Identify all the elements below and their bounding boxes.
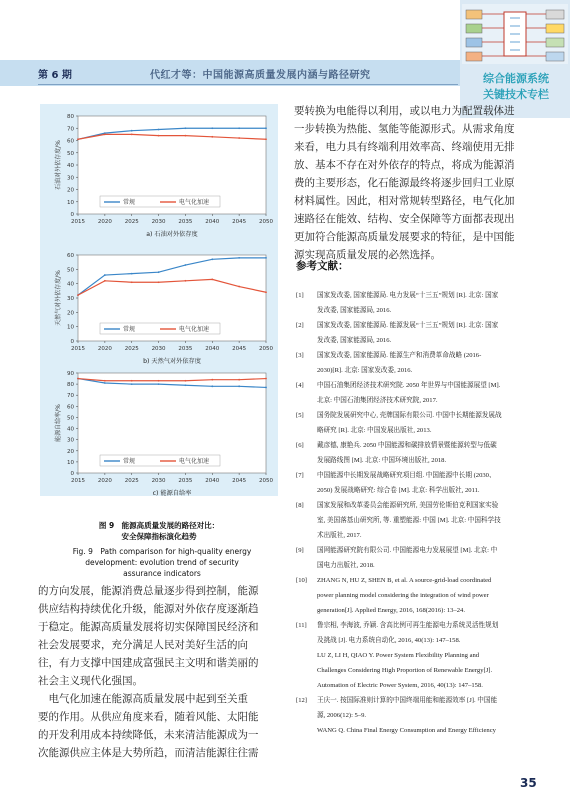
data-point — [158, 129, 160, 131]
text-line: 源实现高质量发展的必然选择。 — [294, 249, 441, 261]
figure-caption-en-line1: Fig. 9 Path comparison for high-quality energy — [72, 547, 252, 556]
y-tick-label: 80 — [67, 382, 74, 389]
figure-caption-zh-line1: 图 9 能源高质量发展的路径对比： — [98, 521, 220, 530]
x-tick-label: 2035 — [178, 478, 193, 484]
reference-line: 北京: 中国石油集团经济技术研究院, 2017. — [317, 397, 438, 404]
text-line: 来看，电力具有终端利用效率高、终端使用无排 — [294, 141, 515, 153]
reference-text — [317, 468, 539, 498]
reference-line: 国务院发展研究中心, 壳牌国际有限公司. 中国中长期能源发展战 — [317, 412, 502, 419]
data-point — [104, 380, 106, 382]
y-tick-label: 10 — [67, 324, 74, 331]
data-point — [131, 281, 133, 283]
x-tick-label: 2050 — [259, 219, 273, 225]
data-point — [238, 257, 240, 259]
data-point — [77, 378, 79, 380]
text-line: 的开发利用成本持续降低，未来清洁能源成为一 — [38, 729, 259, 741]
figure-caption-en-line3: assurance indicators — [123, 569, 201, 578]
reference-line: 国家发改委, 国家能源局. 能源生产和消费革命战略 (2016- — [317, 352, 482, 359]
x-tick-label: 2020 — [97, 219, 112, 225]
data-point — [185, 384, 187, 386]
data-point — [158, 271, 160, 273]
reference-line: power planning model considering the integration of wind power — [317, 592, 489, 599]
data-point — [131, 273, 133, 275]
data-point — [265, 138, 267, 140]
figure-caption-en — [52, 546, 272, 579]
badge-title-line2: 关键技术专栏 — [483, 88, 549, 101]
data-point — [265, 387, 267, 389]
text-line: 电气化加速在能源高质量发展中起到至关重 — [38, 693, 248, 705]
reference-line: 国家发改委, 国家能源局. 能源发展“十三五”规划 [R]. 北京: 国家 — [317, 322, 499, 329]
x-tick-label: 2025 — [124, 478, 139, 484]
text-line: 社会发展要求，充分满足人民对美好生活的向 — [38, 639, 248, 651]
x-tick-label: 2040 — [205, 478, 220, 484]
reference-line: 发改委, 国家能源局, 2016. — [317, 307, 392, 314]
reference-line: 源, 2006(12): 5–9. — [317, 712, 367, 719]
text-line: 往，有力支撑中国建成富强民主文明和谐美丽的 — [38, 657, 259, 669]
text-line: 社会主义现代化强国。 — [38, 675, 143, 687]
text-line: 更加符合能源高质量发展要求的特征，是中国能 — [294, 231, 515, 243]
text-line: 一步转换为热能、氢能等能源形式。从需求角度 — [294, 123, 515, 135]
reference-line: 中国石油集团经济技术研究院. 2050 年世界与中国能源展望 [M]. — [317, 382, 501, 389]
data-point — [77, 138, 79, 140]
reference-text — [317, 318, 539, 348]
reference-line: 发展路线图 [M]. 北京: 中国环境出版社, 2018. — [317, 457, 447, 464]
chart-caption: a) 石油对外依存度 — [146, 231, 198, 238]
reference-text — [317, 288, 539, 318]
reference-line: Challenges Considering High Proportion of Renewable Energy[J]. — [317, 667, 493, 674]
x-tick-label: 2050 — [259, 478, 273, 484]
reference-line: 国电力出版社, 2018. — [317, 562, 375, 569]
y-tick-label: 20 — [67, 187, 74, 194]
reference-number: [9] — [296, 547, 304, 554]
data-point — [104, 133, 106, 135]
y-tick-label: 70 — [67, 126, 74, 133]
y-axis-label: 能源自给率/% — [55, 404, 62, 442]
data-point — [131, 130, 133, 132]
reference-number: [3] — [296, 352, 304, 359]
reference-number: [5] — [296, 412, 304, 419]
data-point — [265, 127, 267, 129]
reference-text — [317, 573, 539, 618]
y-tick-label: 40 — [67, 426, 74, 433]
y-tick-label: 0 — [70, 212, 74, 218]
data-point — [238, 137, 240, 139]
chart-caption: b) 天然气对外依存度 — [143, 358, 201, 365]
y-tick-label: 90 — [67, 371, 74, 377]
y-tick-label: 60 — [67, 138, 74, 145]
data-point — [238, 286, 240, 288]
legend-label: 常规 — [123, 458, 136, 465]
x-tick-label: 2045 — [232, 478, 247, 484]
x-tick-label: 2025 — [124, 346, 139, 352]
reference-number: [7] — [296, 472, 304, 479]
reference-number: [6] — [296, 442, 304, 449]
text-line: 于稳定。能源高质量发展将切实保障国民经济和 — [38, 621, 259, 633]
reference-line: 国网能源研究院有限公司. 中国能源电力发展展望 [M]. 北京: 中 — [317, 547, 498, 554]
y-tick-label: 20 — [67, 448, 74, 455]
data-point — [185, 127, 187, 129]
data-point — [158, 383, 160, 385]
text-line: 要转换为电能得以利用，或以电力为配置载体进 — [294, 105, 515, 117]
reference-line: generation[J]. Applied Energy, 2016, 168(2016): 13–24. — [317, 607, 465, 614]
data-point — [238, 385, 240, 387]
figure-caption-en-line2: development: evolution trend of security — [85, 558, 239, 567]
text-line: 材料属性。因此，相对常规转型路径，电气化加 — [294, 195, 515, 207]
reference-line: ZHANG N, HU Z, SHEN B, et al. A source-grid-load coordinated — [317, 577, 492, 584]
y-tick-label: 30 — [67, 175, 74, 182]
text-line: 要的作用。从供应角度来看，随着风能、太阳能 — [38, 711, 259, 723]
reference-text — [317, 378, 539, 408]
x-tick-label: 2015 — [71, 346, 85, 352]
figure-caption-zh-line2: 安全保障指标演化趋势 — [121, 532, 197, 541]
data-point — [211, 136, 213, 138]
x-tick-label: 2040 — [205, 219, 220, 225]
y-tick-label: 10 — [67, 199, 74, 206]
x-tick-label: 2030 — [151, 478, 166, 484]
reference-number: [11] — [296, 622, 307, 629]
reference-text — [317, 618, 539, 693]
data-point — [131, 383, 133, 385]
reference-line: 术出版社, 2017. — [317, 532, 362, 539]
reference-text — [317, 498, 539, 543]
x-tick-label: 2025 — [124, 219, 139, 225]
reference-line: 国家发展和改革委员会能源研究所, 美国劳伦斯伯克利国家实验 — [317, 502, 499, 509]
reference-line: 国家发改委, 国家能源局. 电力发展“十三五”规划 [R]. 北京: 国家 — [317, 292, 499, 299]
data-point — [211, 258, 213, 260]
y-tick-label: 20 — [67, 310, 74, 317]
reference-number: [8] — [296, 502, 304, 509]
reference-line: 戴彦德, 康艳兵. 2050 中国能源和碳排放情景暨能源转型与低碳 — [317, 442, 497, 449]
legend-label: 常规 — [123, 326, 136, 333]
legend-label: 电气化加速 — [179, 199, 210, 206]
data-point — [185, 264, 187, 266]
data-point — [211, 379, 213, 381]
data-point — [265, 257, 267, 259]
x-tick-label: 2020 — [97, 478, 112, 484]
data-point — [265, 378, 267, 380]
reference-line: 2030)[R]. 北京: 国家发改委, 2016. — [317, 367, 413, 374]
y-tick-label: 70 — [67, 393, 74, 400]
y-tick-label: 50 — [67, 415, 74, 422]
data-point — [104, 274, 106, 276]
reference-text — [317, 543, 539, 573]
y-tick-label: 30 — [67, 296, 74, 302]
data-point — [104, 280, 106, 282]
legend-label: 电气化加速 — [179, 458, 210, 465]
data-point — [77, 294, 79, 296]
data-point — [211, 385, 213, 387]
reference-text — [317, 438, 539, 468]
reference-number: [12] — [296, 697, 307, 704]
reference-text — [317, 348, 539, 378]
text-line: 次能源供应主体是大势所趋，而清洁能源往往需 — [38, 747, 259, 759]
x-tick-label: 2015 — [71, 478, 85, 484]
data-point — [211, 278, 213, 280]
data-point — [185, 135, 187, 137]
reference-number: [4] — [296, 382, 304, 389]
data-point — [158, 281, 160, 283]
reference-number: [1] — [296, 292, 304, 299]
y-tick-label: 0 — [70, 471, 74, 477]
reference-line: WANG Q. China Final Energy Consumption and Energy Efficiency — [317, 727, 496, 734]
y-axis-label: 石油对外依存度/% — [55, 140, 62, 190]
data-point — [131, 380, 133, 382]
data-point — [158, 135, 160, 137]
data-point — [104, 382, 106, 384]
page-number: 35 — [520, 776, 537, 790]
badge-title-line1: 综合能源系统 — [483, 72, 549, 85]
data-point — [158, 380, 160, 382]
reference-text — [317, 693, 539, 738]
y-tick-label: 10 — [67, 459, 74, 466]
y-tick-label: 50 — [67, 267, 74, 274]
y-axis-label: 天然气对外依存度/% — [55, 270, 62, 326]
running-title: 代红才等：中国能源高质量发展内涵与路径研究 — [150, 70, 371, 81]
x-tick-label: 2040 — [205, 346, 220, 352]
y-tick-label: 0 — [70, 339, 74, 345]
reference-line: LU Z, LI H, QIAO Y. Power System Flexibility Planning and — [317, 652, 480, 659]
reference-text — [317, 408, 539, 438]
reference-line: 室, 美国落基山研究所, 等. 重塑能源: 中国 [M]. 北京: 中国科学技 — [317, 517, 501, 524]
reference-line: Automation of Electric Power System, 2016, 40(13): 147–158. — [317, 682, 483, 689]
y-tick-label: 50 — [67, 150, 74, 157]
x-tick-label: 2035 — [178, 346, 193, 352]
x-tick-label: 2045 — [232, 346, 247, 352]
data-point — [211, 127, 213, 129]
reference-number: [2] — [296, 322, 304, 329]
reference-line: 发改委, 国家能源局, 2016. — [317, 337, 392, 344]
chart-caption: c) 能源自给率 — [152, 490, 192, 497]
reference-line: 鲁宗相, 李海波, 乔颖. 含高比例可再生能源电力系统灵活性规划 — [317, 622, 499, 629]
text-line: 费的主要形态，化石能源最终将逐步回归工业原 — [294, 177, 515, 189]
legend-label: 电气化加速 — [179, 326, 210, 333]
data-point — [238, 379, 240, 381]
text-line: 放、基本不存在对外依存的特点，将成为能源消 — [294, 159, 515, 171]
reference-line: 及挑战 [J]. 电力系统自动化, 2016, 40(13): 147–158. — [317, 637, 461, 644]
data-point — [265, 291, 267, 293]
data-point — [185, 380, 187, 382]
data-point — [131, 133, 133, 135]
legend-label: 常规 — [123, 199, 136, 206]
y-tick-label: 40 — [67, 281, 74, 288]
text-line: 供应结构持续优化升级，能源对外依存度逐渐趋 — [38, 603, 259, 615]
x-tick-label: 2045 — [232, 219, 247, 225]
x-tick-label: 2050 — [259, 346, 273, 352]
data-point — [185, 280, 187, 282]
reference-line: 略研究 [R]. 北京: 中国发展出版社, 2013. — [317, 427, 432, 434]
y-tick-label: 30 — [67, 437, 74, 444]
y-tick-label: 80 — [67, 114, 74, 120]
x-tick-label: 2030 — [151, 346, 166, 352]
x-tick-label: 2035 — [178, 219, 193, 225]
data-point — [238, 127, 240, 129]
references-heading: 参考文献： — [296, 260, 349, 272]
text-line: 的方向发展，能源消费总量逐步得到控制，能源 — [38, 585, 259, 597]
y-tick-label: 60 — [67, 404, 74, 411]
x-tick-label: 2020 — [97, 346, 112, 352]
y-tick-label: 40 — [67, 163, 74, 169]
reference-number: [10] — [296, 577, 307, 584]
issue-label: 第 6 期 — [38, 70, 72, 81]
reference-line: 2050) 发展战略研究: 综合卷 [M]. 北京: 科学出版社, 2011. — [317, 487, 480, 494]
x-tick-label: 2030 — [151, 219, 166, 225]
text-line: 速路径在能效、结构、安全保障等方面都表现出 — [294, 213, 515, 225]
reference-line: 王庆一. 按国际准则计算的中国终端用能和能源效率 [J]. 中国能 — [317, 697, 498, 704]
x-tick-label: 2015 — [71, 219, 85, 225]
reference-line: 中国能源中长期发展战略研究项目组. 中国能源中长期 (2030、 — [317, 472, 496, 479]
y-tick-label: 60 — [67, 253, 74, 259]
